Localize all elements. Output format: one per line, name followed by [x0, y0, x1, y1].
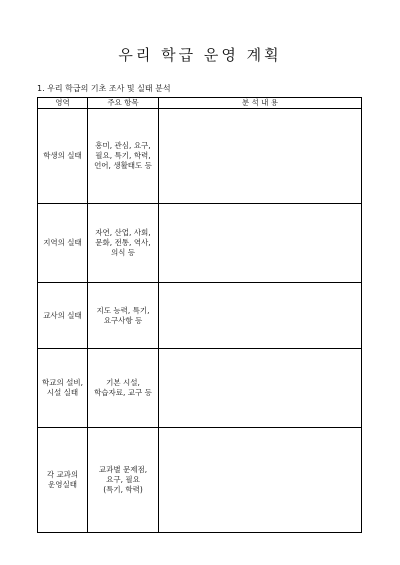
- table-header-row: [38, 98, 362, 109]
- table-row: [38, 428, 362, 533]
- area-cell: 학교의 설비, 시설 실태: [38, 349, 88, 428]
- table-row: [38, 204, 362, 283]
- header-analysis: 분 석 내 용: [159, 98, 362, 109]
- items-cell: 교과별 문제점, 요구, 필요 (특기, 학력): [88, 428, 159, 533]
- header-items: 주요 항목: [88, 98, 159, 109]
- analysis-cell[interactable]: [159, 204, 362, 283]
- analysis-cell[interactable]: [159, 428, 362, 533]
- items-cell: 흥미, 관심, 요구, 필요, 특기, 학력, 언어, 생활태도 등: [88, 109, 159, 204]
- area-cell: 지역의 실태: [38, 204, 88, 283]
- analysis-table: [37, 97, 362, 533]
- items-cell: 지도 능력, 특기, 요구사항 등: [88, 283, 159, 349]
- area-cell: 교사의 실태: [38, 283, 88, 349]
- table-row: [38, 283, 362, 349]
- area-cell: 학생의 실태: [38, 109, 88, 204]
- area-cell: 각 교과의 운영실태: [38, 428, 88, 533]
- header-area: 영역: [38, 98, 88, 109]
- items-cell: 기본 시설, 학습자료, 교구 등: [88, 349, 159, 428]
- analysis-cell[interactable]: [159, 109, 362, 204]
- table-row: [38, 349, 362, 428]
- analysis-cell[interactable]: [159, 349, 362, 428]
- document-title: 우리 학급 운영 계획: [118, 46, 282, 64]
- section-heading: 1. 우리 학급의 기초 조사 및 실태 분석: [37, 84, 171, 93]
- analysis-cell[interactable]: [159, 283, 362, 349]
- table-row: [38, 109, 362, 204]
- items-cell: 자연, 산업, 사회, 문화, 전통, 역사, 의식 등: [88, 204, 159, 283]
